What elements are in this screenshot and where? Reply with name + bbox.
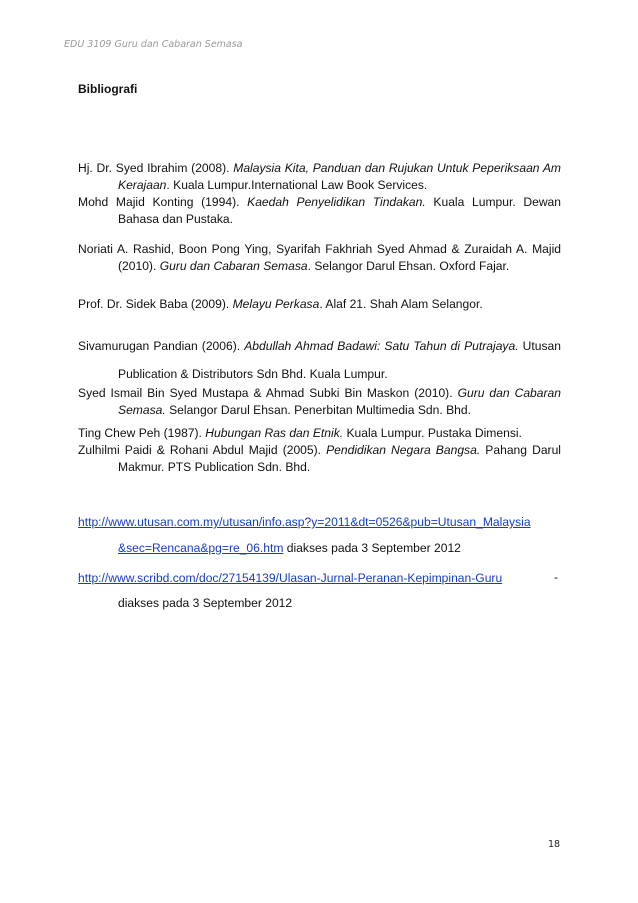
reference-item: Mohd Majid Konting (1994). Kaedah Penyelidikan Tindakan. Kuala Lumpur. Dewan Bahasa dan Pustaka. [78,195,562,226]
scribd-link[interactable]: http://www.scribd.com/doc/27154139/Ulasan-Jurnal-Peranan-Kepimpinan-Guru [78,571,503,585]
reference-item: Sivamurugan Pandian (2006). Abdullah Ahmad Badawi: Satu Tahun di Putrajaya. Utusan Publication & Distributors Sdn Bhd. Kuala Lumpur. [78,339,561,381]
reference-item: Hj. Dr. Syed Ibrahim (2008). Malaysia Kita, Panduan dan Rujukan Untuk Peperiksaan Am Kerajaan. Kuala Lumpur.International Law Book Services. [78,161,561,192]
reference-group [78,385,561,419]
separator-dash: - [554,570,559,584]
reference-group [78,160,561,228]
access-note: diakses pada 3 September 2012 [118,596,293,610]
access-note: diakses pada 3 September 2012 [283,541,461,555]
reference-group [78,332,561,388]
utusan-link[interactable]: http://www.utusan.com.my/utusan/info.asp?y=2011&dt=0526&pub=Utusan_Malaysia [78,515,531,529]
page-number: 18 [548,839,561,850]
reference-group [78,241,561,275]
running-header: EDU 3109 Guru dan Cabaran Semasa [64,39,243,50]
utusan-link-continued[interactable]: &sec=Rencana&pg=re_06.htm [118,541,284,555]
web-reference-1-line2 [118,540,461,557]
web-reference-1-line1 [78,514,531,531]
reference-item: Prof. Dr. Sidek Baba (2009). Melayu Perkasa. Alaf 21. Shah Alam Selangor. [78,297,483,311]
reference-item: Zulhilmi Paidi & Rohani Abdul Majid (2005). Pendidikan Negara Bangsa. Pahang Darul Makmur. PTS Publication Sdn. Bhd. [78,443,561,474]
reference-group [78,296,561,313]
web-reference-2-line1 [78,570,502,587]
reference-item: Ting Chew Peh (1987). Hubungan Ras dan Etnik. Kuala Lumpur. Pustaka Dimensi. [78,426,522,440]
page-title: Bibliografi [78,82,138,96]
reference-item: Syed Ismail Bin Syed Mustapa & Ahmad Subki Bin Maskon (2010). Guru dan Cabaran Semasa. Selangor Darul Ehsan. Penerbitan Multimedia Sdn. Bhd. [78,386,561,417]
reference-item: Noriati A. Rashid, Boon Pong Ying, Syarifah Fakhriah Syed Ahmad & Zuraidah A. Majid (2010). Guru dan Cabaran Semasa. Selangor Darul Ehsan. Oxford Fajar. [78,242,561,273]
reference-group [78,425,561,476]
web-reference-2-line2 [118,595,292,612]
